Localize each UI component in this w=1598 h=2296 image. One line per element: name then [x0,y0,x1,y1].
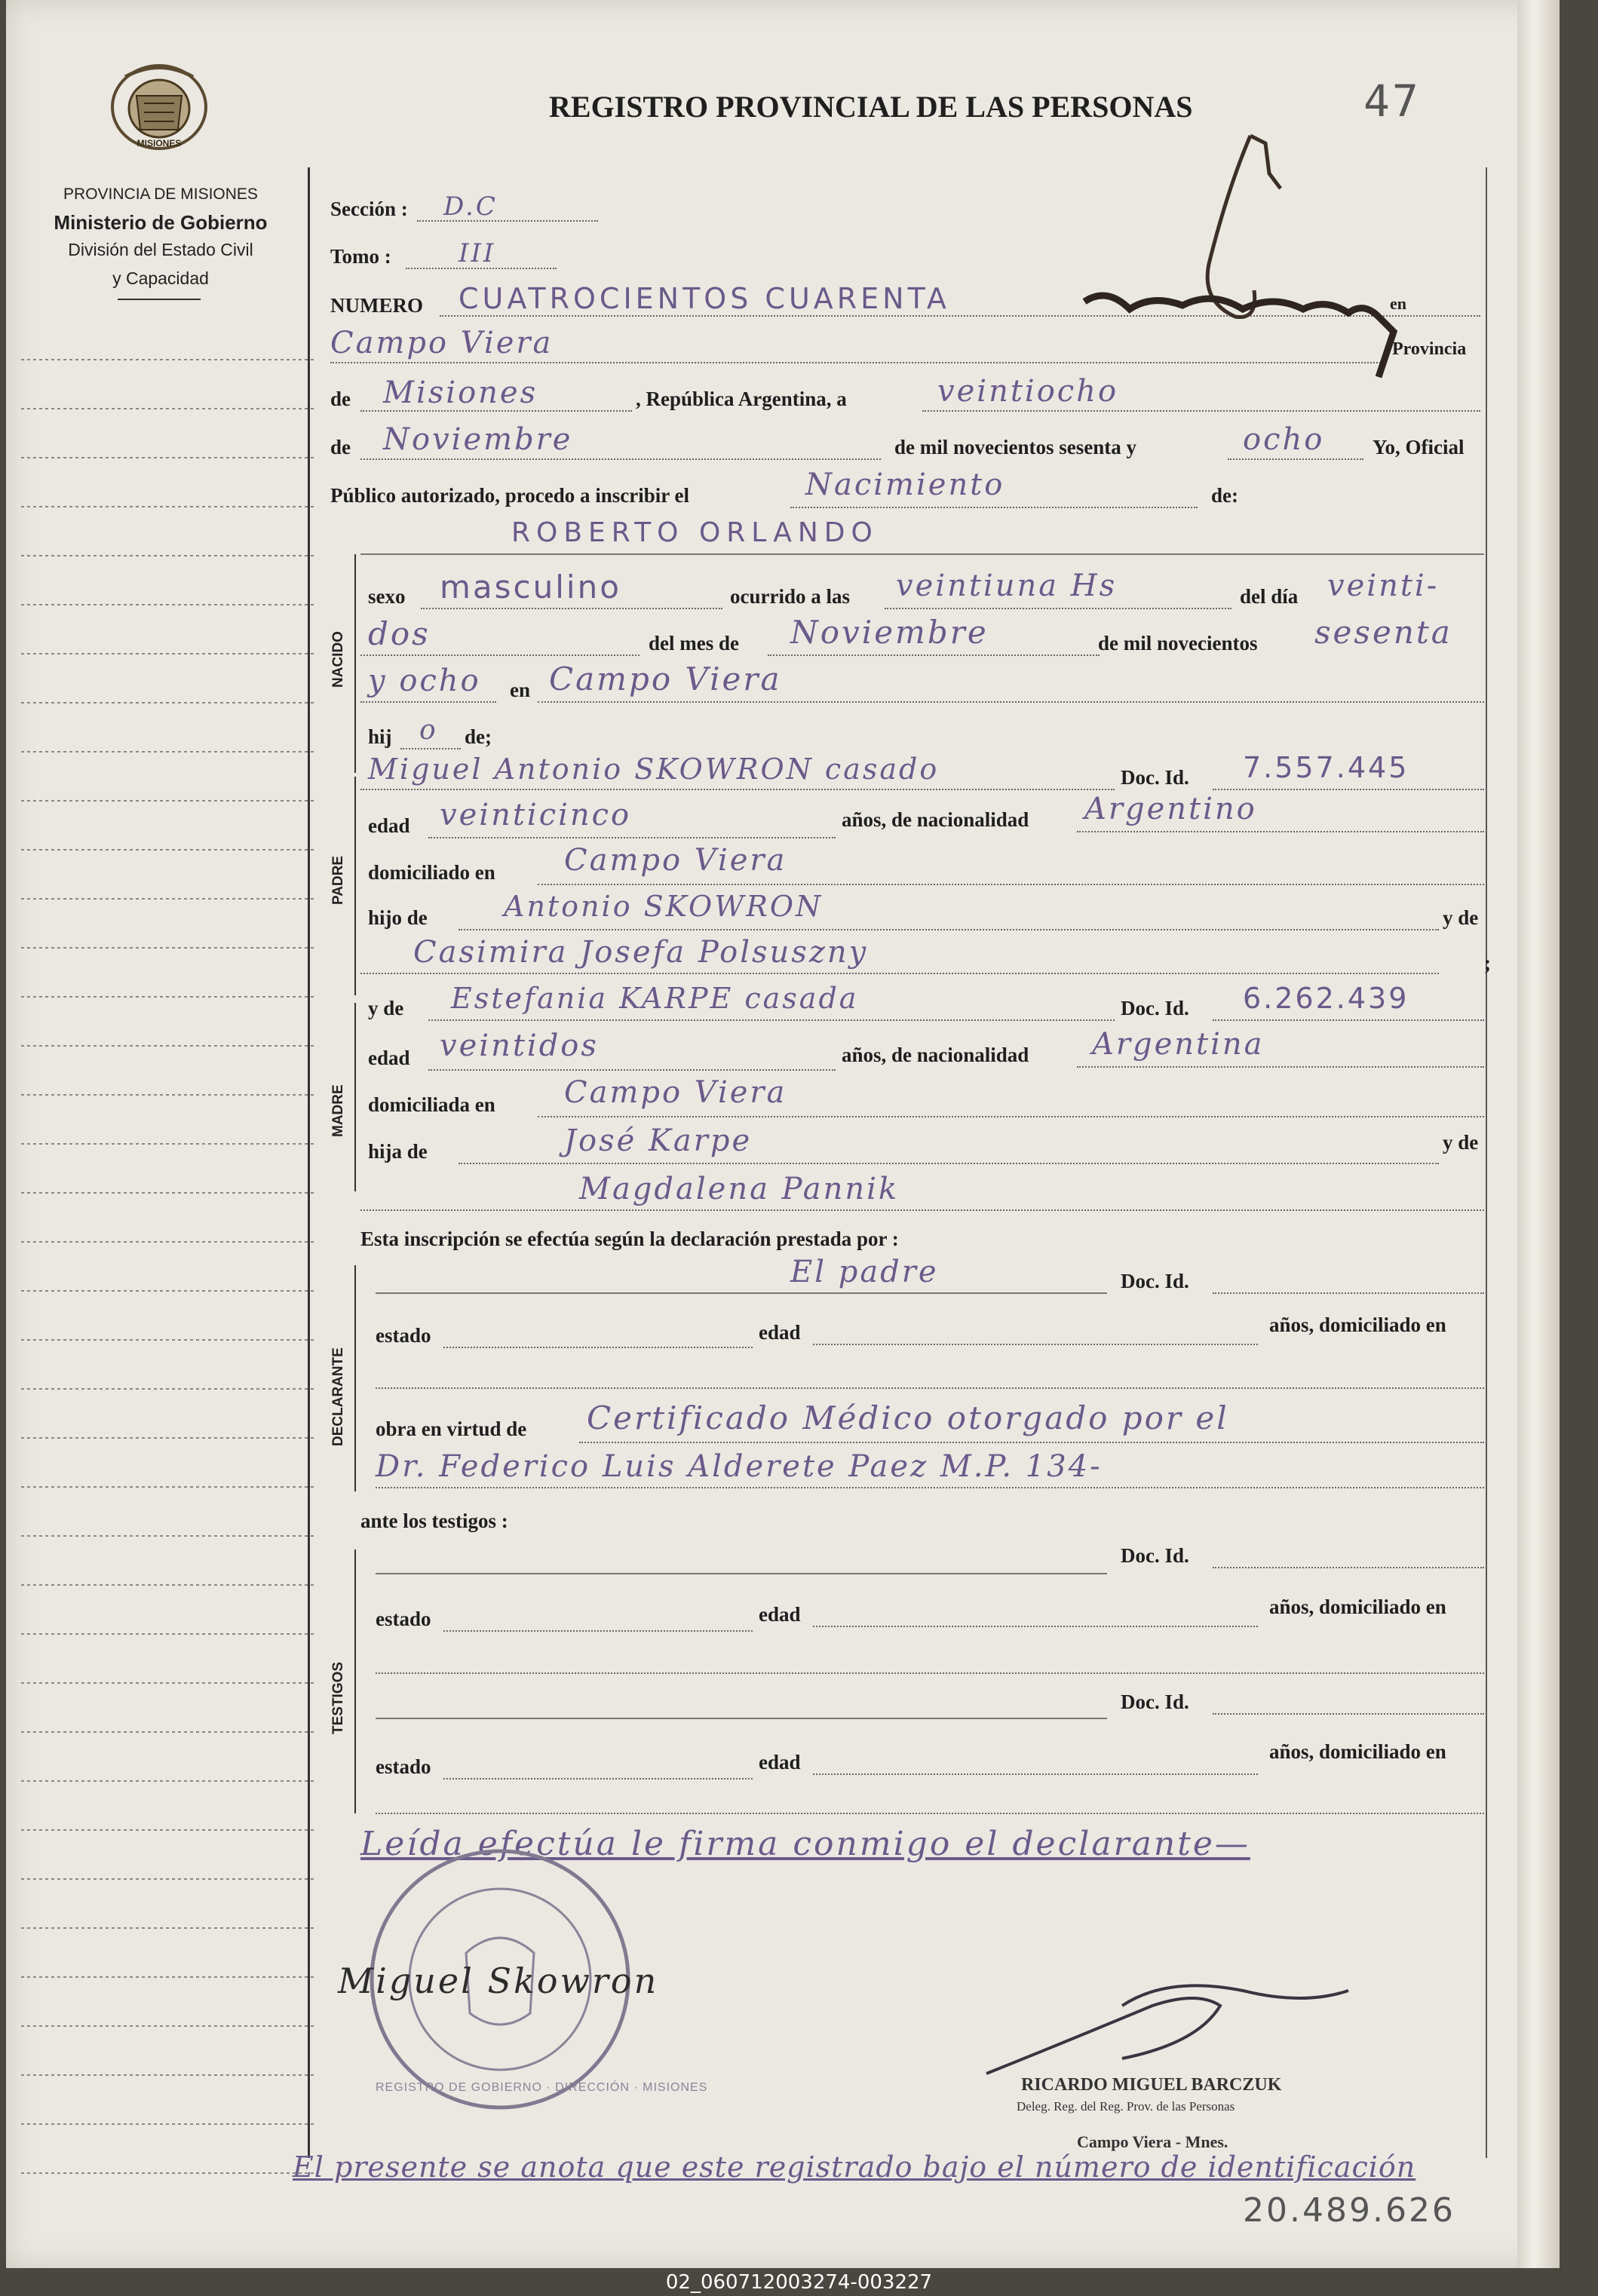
dots-declarante-edad [813,1344,1258,1345]
authority-line-2: Ministerio de Gobierno [54,211,268,234]
value-padre-domicilio: Campo Viera [564,843,787,878]
value-numero: CUATROCIENTOS CUARENTA [459,282,950,315]
dots-testigo-2-estado [443,1778,753,1779]
dots-testigo-1-edad [813,1626,1258,1627]
authority-line-3: División del Estado Civil [68,240,253,259]
label-madre-y-de-2: y de [1443,1131,1479,1154]
label-padre-domicilio: domiciliado en [368,861,495,884]
dots-sexo [421,608,722,609]
dots-declarante-domicilio [376,1387,1484,1389]
label-testigo-2-doc: Doc. Id. [1121,1691,1189,1713]
dots-dia-nac-2 [360,654,640,656]
label-madre-hija-de: hija de [368,1140,428,1163]
page-number: 47 [1363,75,1421,127]
dots-testigo-1-doc [1213,1567,1484,1568]
value-padre-nombre: Miguel Antonio SKOWRON casado [368,753,940,786]
label-testigos: TESTIGOS [330,1661,346,1734]
authority-line-4: y Capacidad [112,268,209,288]
label-padre-hijo-de: hijo de [368,906,428,929]
dots-padre-madre [360,973,1439,974]
label-de-colon: de: [1211,484,1238,507]
value-madre-nombre: Estefania KARPE casada [451,982,859,1015]
value-dia-registro: veintiocho [937,374,1119,409]
authority-underline [118,299,201,300]
label-nacido: NACIDO [330,631,346,688]
label-declarante-anos-dom: años, domiciliado en [1269,1314,1446,1336]
footer-note: El presente se anota que este registrado bajo el número de identificación [293,2150,1416,2184]
value-seccion: D.C [443,192,498,222]
label-seccion: Sección : [330,198,408,220]
label-madre-doc: Doc. Id. [1121,997,1189,1019]
dots-declarante-doc [1213,1292,1484,1294]
label-padre: PADRE [330,855,346,905]
label-declarante-estado: estado [376,1324,431,1347]
label-mil-novecientos: de mil novecientos sesenta y [894,436,1136,458]
declarant-signature: Miguel Skowron [338,1960,659,2001]
label-provincia: Provincia [1392,339,1467,359]
image-caption: 02_060712003274-003227 [665,2271,933,2294]
dots-hora [885,608,1231,609]
provincial-emblem [103,62,216,152]
dots-anio-nac-2 [360,701,496,703]
value-padre-hijo-de: Antonio SKOWRON [504,890,824,923]
label-testigo-1-estado: estado [376,1608,431,1630]
label-padre-doc: Doc. Id. [1121,766,1189,789]
dots-testigo-1-estado [443,1630,753,1632]
dots-hij [400,748,461,749]
dots-provincia [360,410,632,412]
value-acto: Nacimiento [805,467,1005,502]
line-testigo-2 [376,1718,1107,1719]
label-padre-edad: edad [368,814,410,837]
label-de-mes: de [330,436,351,458]
official-signature-top [1077,128,1424,385]
label-testigo-1-edad: edad [759,1603,801,1626]
dots-padre-doc [1213,789,1484,790]
bracket-declarante [354,1265,356,1491]
label-testigo-1-anos-dom: años, domiciliado en [1269,1596,1446,1618]
value-anio-registro: ocho [1243,422,1325,457]
label-testigo-2-anos-dom: años, domiciliado en [1269,1740,1446,1763]
margin-rule [308,167,310,2158]
dots-padre-hijo-de [459,929,1439,930]
value-madre-doc: 6.262.439 [1243,982,1409,1015]
value-hij-suffix: o [419,715,438,746]
dots-mes-registro [360,458,881,460]
label-ocurrido: ocurrido a las [730,585,850,608]
label-en: en [1390,294,1406,313]
label-declarante-doc: Doc. Id. [1121,1270,1189,1292]
value-padre-madre: Casimira Josefa Polsuszny [413,935,869,970]
label-de-semicolon: de; [465,725,492,748]
value-mes-registro: Noviembre [383,422,573,457]
label-testigo-1-doc: Doc. Id. [1121,1544,1189,1567]
footer-identity-number: 20.489.626 [1243,2191,1455,2230]
value-mes-nac: Noviembre [790,614,989,651]
dots-madre-edad [428,1069,836,1071]
seal-text: REGISTRO DE GOBIERNO · DIRECCIÓN · MISIONES [376,2081,708,2094]
label-numero: NUMERO [330,294,423,317]
label-obra: obra en virtud de [376,1418,527,1440]
label-republica: , República Argentina, a [636,388,847,410]
value-obra-1: Certificado Médico otorgado por el [587,1399,1229,1436]
value-madre-madre: Magdalena Pannik [579,1172,900,1206]
label-padre-y-de: y de [1443,906,1479,929]
value-tomo: III [459,238,496,268]
label-sexo: sexo [368,585,406,608]
dots-madre-nombre [428,1019,1115,1021]
label-hij: hij [368,725,392,748]
value-hora: veintiuna Hs [896,569,1118,603]
label-testigo-2-estado: estado [376,1755,431,1778]
value-padre-nac: Argentino [1084,792,1257,826]
dots-madre-doc [1213,1019,1484,1021]
label-semicolon: ; [1484,952,1491,974]
bracket-testigos [354,1550,356,1813]
dots-madre-hija-de [459,1163,1439,1164]
label-ante-testigos: ante los testigos : [360,1510,508,1532]
document-title: REGISTRO PROVINCIAL DE LAS PERSONAS [549,90,1193,124]
dots-padre-domicilio [538,884,1484,885]
label-mil-novecientos-2: de mil novecientos [1098,632,1258,654]
label-declarante: DECLARANTE [330,1347,346,1446]
value-obra-2: Dr. Federico Luis Alderete Paez M.P. 134- [376,1449,1103,1484]
dots-dia-registro [922,410,1480,412]
value-anio-nac-1: sesenta [1314,614,1452,651]
dots-testigo-2-domicilio [376,1813,1484,1814]
value-madre-nac: Argentina [1092,1027,1265,1062]
value-anio-nac-2: y ocho [368,664,481,698]
label-inscripcion: Esta inscripción se efectúa según la declaración prestada por : [360,1228,899,1250]
label-madre-domicilio: domiciliada en [368,1093,495,1116]
dots-anio-registro [1228,458,1363,460]
dots-declarante-estado [443,1347,753,1348]
value-nombre: ROBERTO ORLANDO [511,517,879,548]
dots-padre-nac [1077,831,1484,832]
dots-obra-2 [376,1487,1484,1488]
label-testigo-2-edad: edad [759,1751,801,1773]
dots-padre-nombre [360,789,1115,790]
official-place: Campo Viera - Mnes. [1077,2132,1228,2151]
value-dia-nac-2: dos [368,615,431,652]
authority-line-1: PROVINCIA DE MISIONES [63,185,258,203]
dots-obra-1 [579,1442,1484,1443]
value-lectura: Leída efectúa le firma conmigo el declarante— [360,1825,1250,1863]
official-name: RICARDO MIGUEL BARCZUK [1021,2075,1282,2095]
right-rule [1486,167,1487,2158]
dots-madre-madre [360,1209,1484,1211]
label-del-dia: del día [1240,585,1299,608]
value-dia-nac-1: veinti- [1327,569,1440,603]
value-declarante: El padre [790,1255,939,1289]
dots-testigo-2-doc [1213,1713,1484,1715]
official-title: Deleg. Reg. del Reg. Prov. de las Personas [1017,2099,1235,2114]
value-padre-edad: veinticinco [440,798,632,832]
label-en-lugar: en [510,679,530,701]
label-madre-y-de: y de [368,997,404,1019]
value-provincia: Misiones [383,376,538,410]
label-tomo: Tomo : [330,245,391,268]
value-madre-edad: veintidos [440,1028,599,1063]
dots-mes-nac [768,654,1100,656]
line-declarante [376,1292,1107,1294]
line-testigo-1 [376,1573,1107,1574]
label-publico: Público autorizado, procedo a inscribir el [330,484,689,507]
line-nombre [360,553,1484,555]
value-madre-padre: José Karpe [564,1123,753,1158]
label-de-provincia: de [330,388,351,410]
dots-madre-nac [1077,1066,1484,1068]
margin-ruled-lines [21,332,315,2217]
label-padre-anos-nac: años, de nacionalidad [842,808,1029,831]
document-page [6,0,1560,2268]
value-lugar: Campo Viera [330,326,554,360]
dots-testigo-1-domicilio [376,1672,1484,1674]
dots-padre-edad [428,837,836,838]
value-sexo: masculino [440,569,621,605]
label-madre: MADRE [330,1084,346,1137]
dots-lugar-nac [538,701,1484,703]
bracket-madre [354,1003,356,1191]
label-yo-oficial: Yo, Oficial [1373,436,1465,458]
svg-text:MISIONES: MISIONES [136,138,182,149]
bracket-nacido [354,554,356,773]
value-lugar-nac: Campo Viera [549,661,782,697]
dots-testigo-2-edad [813,1773,1258,1775]
page-edge [1517,0,1560,2268]
value-madre-domicilio: Campo Viera [564,1075,787,1110]
label-del-mes: del mes de [649,632,739,654]
bracket-padre [354,777,356,995]
value-padre-doc: 7.557.445 [1243,751,1409,784]
label-madre-edad: edad [368,1047,410,1069]
label-madre-anos-nac: años, de nacionalidad [842,1044,1029,1066]
dots-acto [790,507,1198,508]
label-declarante-edad: edad [759,1321,801,1344]
dots-madre-domicilio [538,1116,1484,1117]
